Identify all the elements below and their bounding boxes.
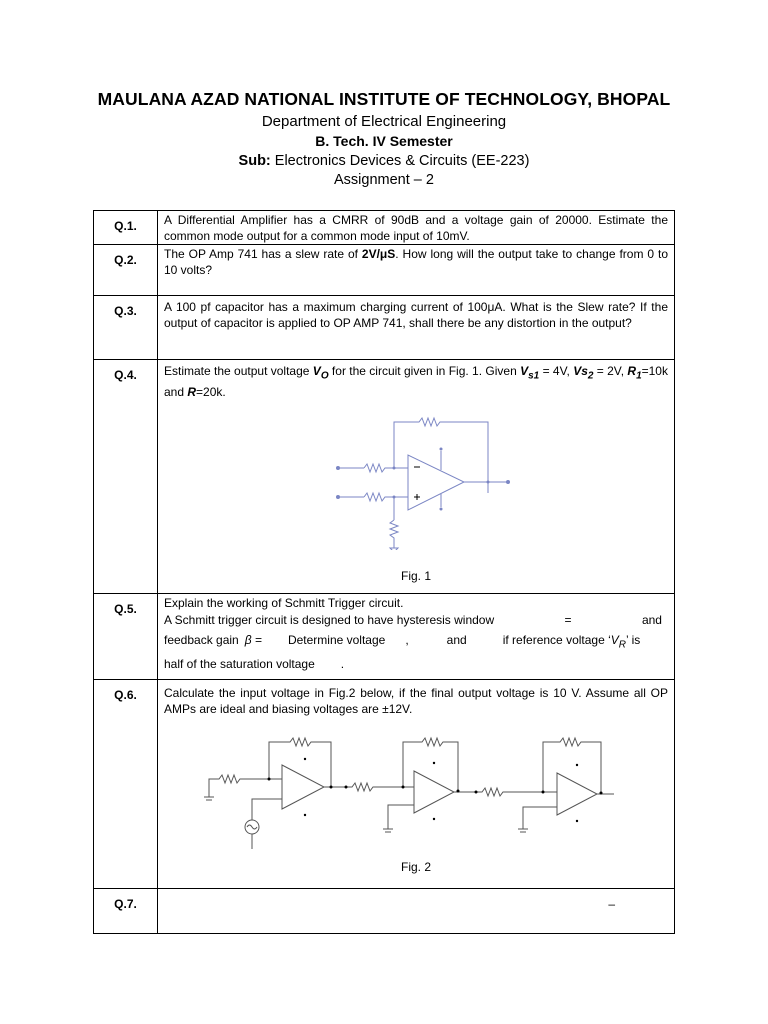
question-number: Q.4.	[94, 360, 158, 594]
question-number: Q.6.	[94, 680, 158, 889]
question-text: A Differential Amplifier has a CMRR of 90dB and a voltage gain of 20000. Estimate the common mode output for a common mode input of 10mV.	[158, 211, 675, 245]
question-row-3	[94, 296, 675, 360]
question-number: Q.7.	[94, 889, 158, 934]
subject-label: Sub:	[238, 153, 271, 169]
question-row-4	[94, 360, 675, 594]
subject-name: Electronics Devices & Circuits (EE-223)	[270, 153, 530, 169]
question-row-5	[94, 594, 675, 680]
semester: B. Tech. IV Semester	[315, 133, 453, 149]
question-row-2	[94, 245, 675, 296]
question-text	[158, 889, 675, 934]
fig2-caption: Fig. 2	[400, 860, 431, 874]
question-row-1	[94, 211, 675, 245]
assignment-title: Assignment – 2	[334, 172, 434, 188]
fig1-caption: Fig. 1	[400, 569, 431, 584]
question-row-6	[94, 680, 675, 889]
question-number: Q.5.	[94, 594, 158, 680]
department-name: Department of Electrical Engineering	[261, 113, 507, 130]
dash-mark: –	[608, 897, 615, 911]
question-text: A 100 pf capacitor has a maximum charging current of 100μA. What is the Slew rate? If the output of capacitor is applied to OP AMP 741, shall there be any distortion in the output?	[158, 296, 675, 360]
fig1-circuit-diagram	[164, 400, 564, 550]
question-text: Estimate the output voltage $V_O$ for the circuit given in Fig. 1. Given $V_{s1} = 4V$, $Vs_2 = 2V$, $R_1=10k$ and R=20k. Fig. 1	[158, 360, 675, 594]
questions-table	[93, 210, 675, 934]
subject-line	[0, 153, 768, 169]
fig2-circuit-diagram	[164, 717, 664, 857]
question-number: Q.3.	[94, 296, 158, 360]
question-text: Explain the working of Schmitt Trigger circuit. A Schmitt trigger circuit is designed to have hysteresis window = and feedback gain β = Determine voltage , and if reference voltage ‘$V_R$’ is half of the saturation voltage .	[158, 594, 675, 680]
question-number: Q.1.	[94, 211, 158, 245]
institute-title: MAULANA AZAD NATIONAL INSTITUTE OF TECHNOLOGY, BHOPAL	[97, 89, 671, 109]
question-number: Q.2.	[94, 245, 158, 296]
question-row-7	[94, 889, 675, 934]
question-text: The OP Amp 741 has a slew rate of 2V/μS. How long will the output take to change from 0 to 10 volts?	[158, 245, 675, 296]
question-text: Calculate the input voltage in Fig.2 below, if the final output voltage is 10 V. Assume all OP AMPs are ideal and biasing voltages are ±12V. Fig. 2	[158, 680, 675, 889]
